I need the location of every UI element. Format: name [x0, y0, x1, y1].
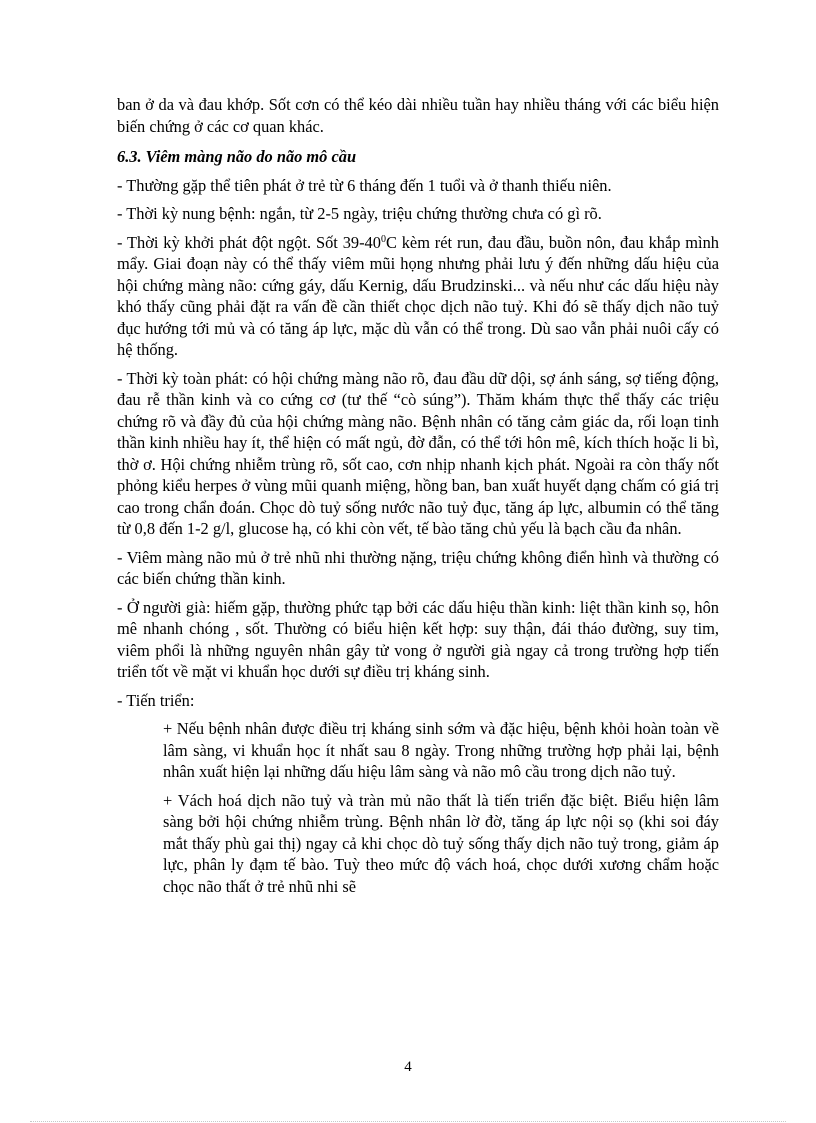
paragraph-3 — [117, 232, 719, 361]
section-heading: 6.3. Viêm màng não do não mô cầu — [117, 147, 357, 166]
paragraph-4: - Thời kỳ toàn phát: có hội chứng màng não rõ, đau đầu dữ dội, sợ ánh sáng, sợ tiếng động, đau rễ thần kinh và co cứng cơ (tư thế “cò súng”). Thăm khám thực thể thấy các triệu chứng rõ và đầy đủ của hội chứng màng não. Bệnh nhân có tăng cảm giác da, rối loạn tinh thần kinh nhiều hay ít, thể hiện có mất ngủ, đờ đẫn, có thể tới hôn mê, kích thích hoặc li bì, thờ ơ. Hội chứng nhiễm trùng rõ, sốt cao, cơn nhịp nhanh kịch phát. Ngoài ra còn thấy nốt phỏng kiểu herpes ở vùng mũi quanh miệng, hồng ban, ban xuất huyết dạng chấm có giá trị cao trong chẩn đoán. Chọc dò tuỷ sống nước não tuỷ đục, tăng áp lực, albumin có thể tăng từ 0,8 đến 1-2 g/l, glucose hạ, có khi còn vết, tế bào tăng chủ yếu là bạch cầu đa nhân. — [117, 368, 719, 538]
paragraph-3-rest: C kèm rét run, đau đầu, buồn nôn, đau khắp mình mẩy. Giai đoạn này có thể thấy viêm mũi họng nhưng phải lưu ý đến những dấu hiệu của hội chứng màng não: cứng gáy, dấu Kernig, dấu Brudzinski... và nếu như các dấu hiệu này khó thấy cũng phải đặt ra vấn đề cần thiết chọc dịch não tuỷ. Khi đó sẽ thấy dịch não tuỷ đục hướng tới mủ và có tăng áp lực, mặc dù vẫn có thể trong. Dù sao vẫn phải nuôi cấy có hệ thống. — [117, 232, 719, 359]
paragraph-7: - Tiến triển: — [117, 690, 195, 710]
paragraph-3-start: - Thời kỳ khởi phát đột ngột. Sốt 39-40 — [117, 232, 381, 252]
page-bottom-divider — [30, 1121, 786, 1122]
continuation-paragraph: ban ở da và đau khớp. Sốt cơn có thể kéo dài nhiều tuần hay nhiều tháng với các biểu hiện biến chứng ở các cơ quan khác. — [117, 95, 719, 136]
paragraph-6: - Ở người già: hiếm gặp, thường phức tạp bởi các dấu hiệu thần kinh: liệt thần kinh sọ, hôn mê nhanh chóng , sốt. Thường có biểu hiện kết hợp: suy thận, đái tháo đường, suy tim, viêm phổi là những nguyên nhân gây tử vong ở người già ngay cả trong trường hợp tiến triển tốt về mặt vi khuẩn học dưới sự điều trị kháng sinh. — [117, 597, 719, 681]
sub-item-2: + Vách hoá dịch não tuỷ và tràn mủ não thất là tiến triển đặc biệt. Biểu hiện lâm sàng bởi hội chứng nhiễm trùng. Bệnh nhân lờ đờ, tăng áp lực nội sọ (khi soi đáy mắt thấy phù gai thị) ngay cả khi chọc dò tuỷ sống thấy dịch não tuỷ trong, giảm áp lực, phân ly đạm tế bào. Tuỳ theo mức độ vách hoá, chọc dưới xương chẩm hoặc chọc não thất ở trẻ nhũ nhi sẽ — [163, 790, 719, 896]
degree-superscript: 0 — [380, 233, 386, 245]
sub-list — [163, 718, 719, 897]
page-content — [117, 94, 719, 904]
paragraph-2: - Thời kỳ nung bệnh: ngắn, từ 2-5 ngày, triệu chứng thường chưa có gì rõ. — [117, 204, 602, 223]
sub-item-1: + Nếu bệnh nhân được điều trị kháng sinh sớm và đặc hiệu, bệnh khỏi hoàn toàn về lâm sàng, vi khuẩn học ít nhất sau 8 ngày. Trong những trường hợp phải lại, bệnh nhân xuất hiện lại những dấu hiệu lâm sàng và não mô cầu trong dịch não tuỷ. — [163, 719, 719, 781]
paragraph-5: - Viêm màng não mủ ở trẻ nhũ nhi thường nặng, triệu chứng không điển hình và thường có các biến chứng thần kinh. — [117, 547, 719, 588]
paragraph-1: - Thường gặp thể tiên phát ở trẻ từ 6 tháng đến 1 tuổi và ở thanh thiếu niên. — [117, 175, 612, 195]
page-number: 4 — [404, 1059, 412, 1075]
